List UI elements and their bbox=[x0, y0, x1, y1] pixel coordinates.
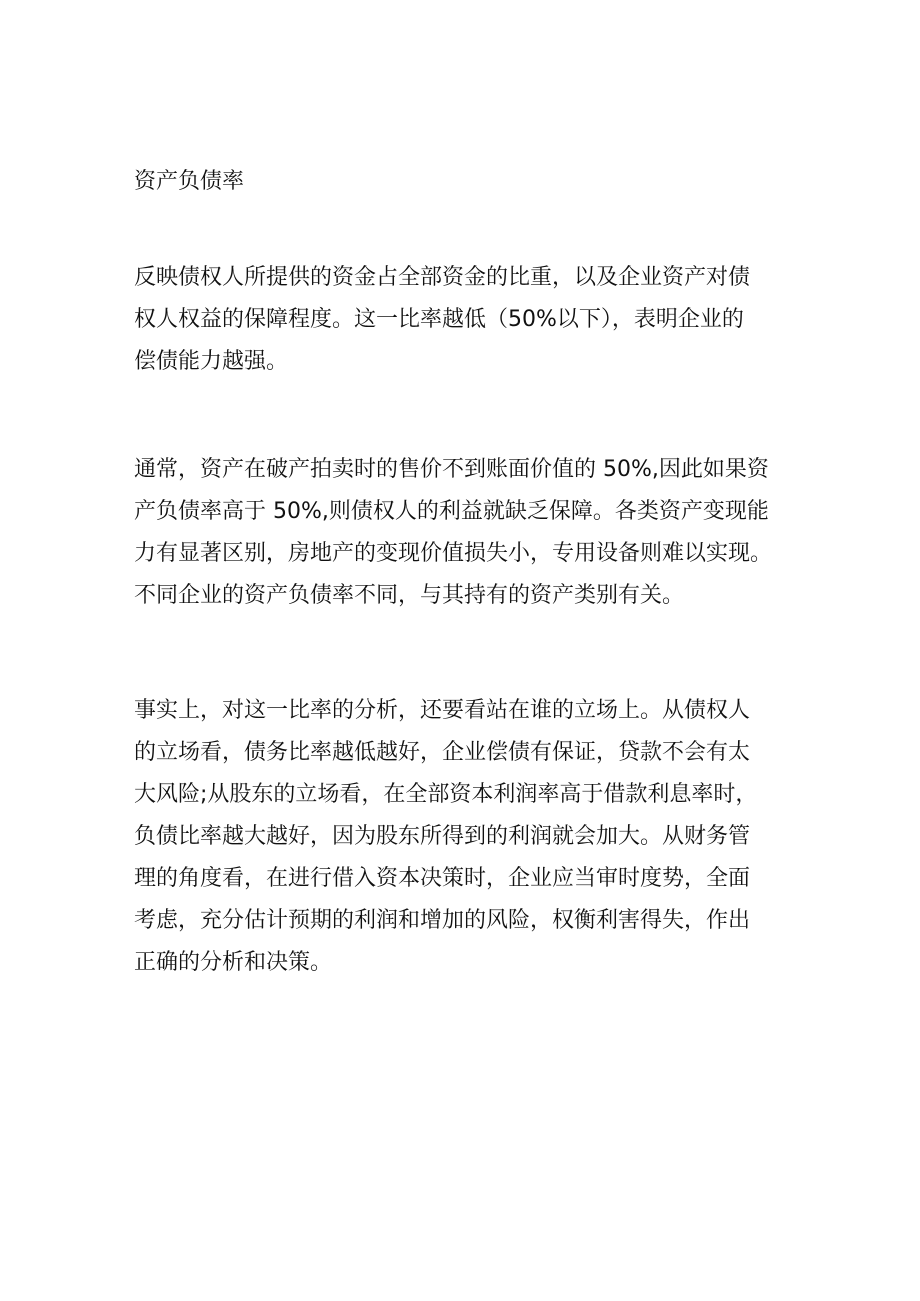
paragraph-definition bbox=[134, 257, 814, 383]
paragraph-line: 不同企业的资产负债率不同，与其持有的资产类别有关。 bbox=[134, 583, 685, 608]
paragraph-line: 力有显著区别，房地产的变现价值损失小，专用设备则难以实现。 bbox=[134, 541, 773, 566]
paragraph-line: 通常，资产在破产拍卖时的售价不到账面价值的 50%,因此如果资 bbox=[134, 457, 769, 482]
paragraph-line: 的立场看，债务比率越低越好，企业偿债有保证，贷款不会有太 bbox=[134, 740, 751, 765]
paragraph-line: 产负债率高于 50%,则债权人的利益就缺乏保障。各类资产变现能 bbox=[134, 499, 769, 524]
paragraph-bankruptcy bbox=[134, 449, 814, 617]
document-heading: 资产负债率 bbox=[134, 169, 245, 194]
paragraph-line: 正确的分析和决策。 bbox=[134, 950, 333, 975]
paragraph-line: 权人权益的保障程度。这一比率越低（50%以下），表明企业的 bbox=[134, 307, 744, 332]
paragraph-line: 考虑，充分估计预期的利润和增加的风险，权衡利害得失，作出 bbox=[134, 908, 751, 933]
paragraph-line: 大风险;从股东的立场看，在全部资本利润率高于借款利息率时， bbox=[134, 782, 758, 807]
paragraph-line: 反映债权人所提供的资金占全部资金的比重，以及企业资产对债 bbox=[134, 265, 751, 290]
paragraph-line: 事实上，对这一比率的分析，还要看站在谁的立场上。从债权人 bbox=[134, 698, 751, 723]
paragraph-line: 负债比率越大越好，因为股东所得到的利润就会加大。从财务管 bbox=[134, 824, 751, 849]
paragraph-perspectives bbox=[134, 690, 814, 984]
paragraph-line: 理的角度看，在进行借入资本决策时，企业应当审时度势，全面 bbox=[134, 866, 751, 891]
paragraph-line: 偿债能力越强。 bbox=[134, 349, 289, 374]
